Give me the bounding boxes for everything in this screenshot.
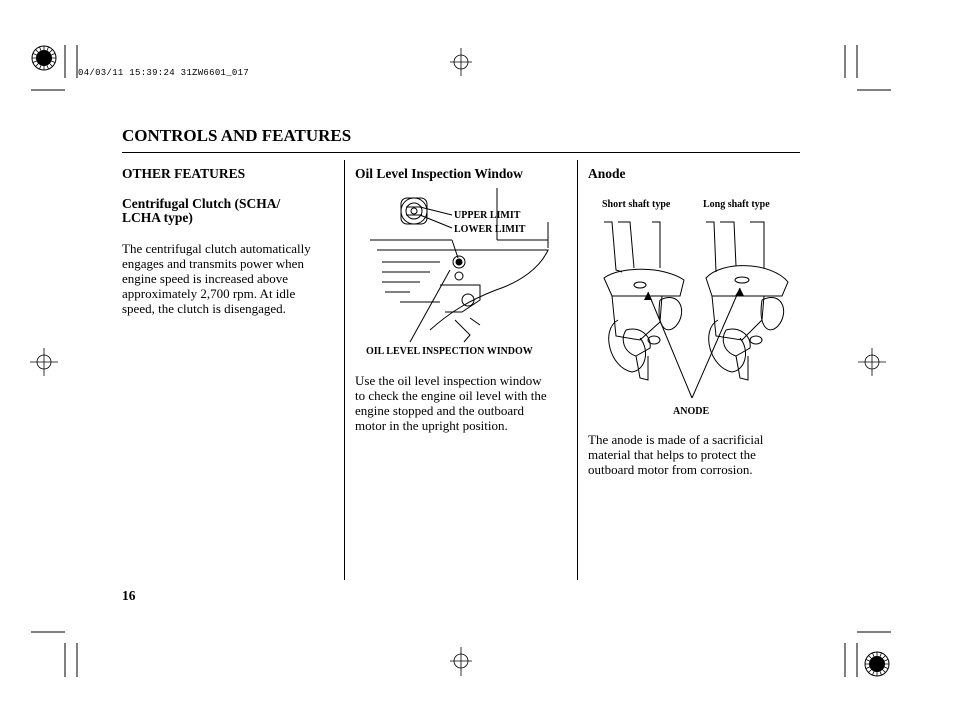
oil-window-heading: Oil Level Inspection Window	[355, 166, 523, 181]
body-line: The centrifugal clutch automatically	[122, 241, 311, 256]
anode-body	[588, 432, 763, 477]
long-shaft-label: Long shaft type	[703, 199, 770, 210]
body-line: engages and transmits power when	[122, 256, 304, 271]
print-stamp: 04/03/11 15:39:24 31ZW6601_017	[78, 68, 250, 78]
lower-limit-label: LOWER LIMIT	[454, 224, 526, 235]
oil-window-caption: OIL LEVEL INSPECTION WINDOW	[366, 346, 533, 357]
body-line: material that helps to protect the	[588, 447, 756, 462]
upper-limit-label: UPPER LIMIT	[454, 210, 521, 221]
other-features-heading: OTHER FEATURES	[122, 166, 246, 181]
body-line: engine speed is increased above	[122, 271, 289, 286]
clutch-heading-line2: LCHA type)	[122, 210, 193, 225]
body-line: Use the oil level inspection window	[355, 373, 542, 388]
clutch-heading-line1: Centrifugal Clutch (SCHA/	[122, 196, 281, 211]
body-line: speed, the clutch is disengaged.	[122, 301, 286, 316]
body-line: approximately 2,700 rpm. At idle	[122, 286, 296, 301]
body-line: The anode is made of a sacrificial	[588, 432, 764, 447]
body-line: to check the engine oil level with the	[355, 388, 547, 403]
short-shaft-label: Short shaft type	[602, 199, 671, 210]
anode-heading: Anode	[588, 166, 626, 181]
body-line: outboard motor from corrosion.	[588, 462, 753, 477]
section-title: CONTROLS AND FEATURES	[122, 126, 352, 145]
body-line: motor in the upright position.	[355, 418, 508, 433]
body-line: engine stopped and the outboard	[355, 403, 524, 418]
anode-caption: ANODE	[673, 406, 710, 417]
page-number: 16	[122, 588, 136, 603]
